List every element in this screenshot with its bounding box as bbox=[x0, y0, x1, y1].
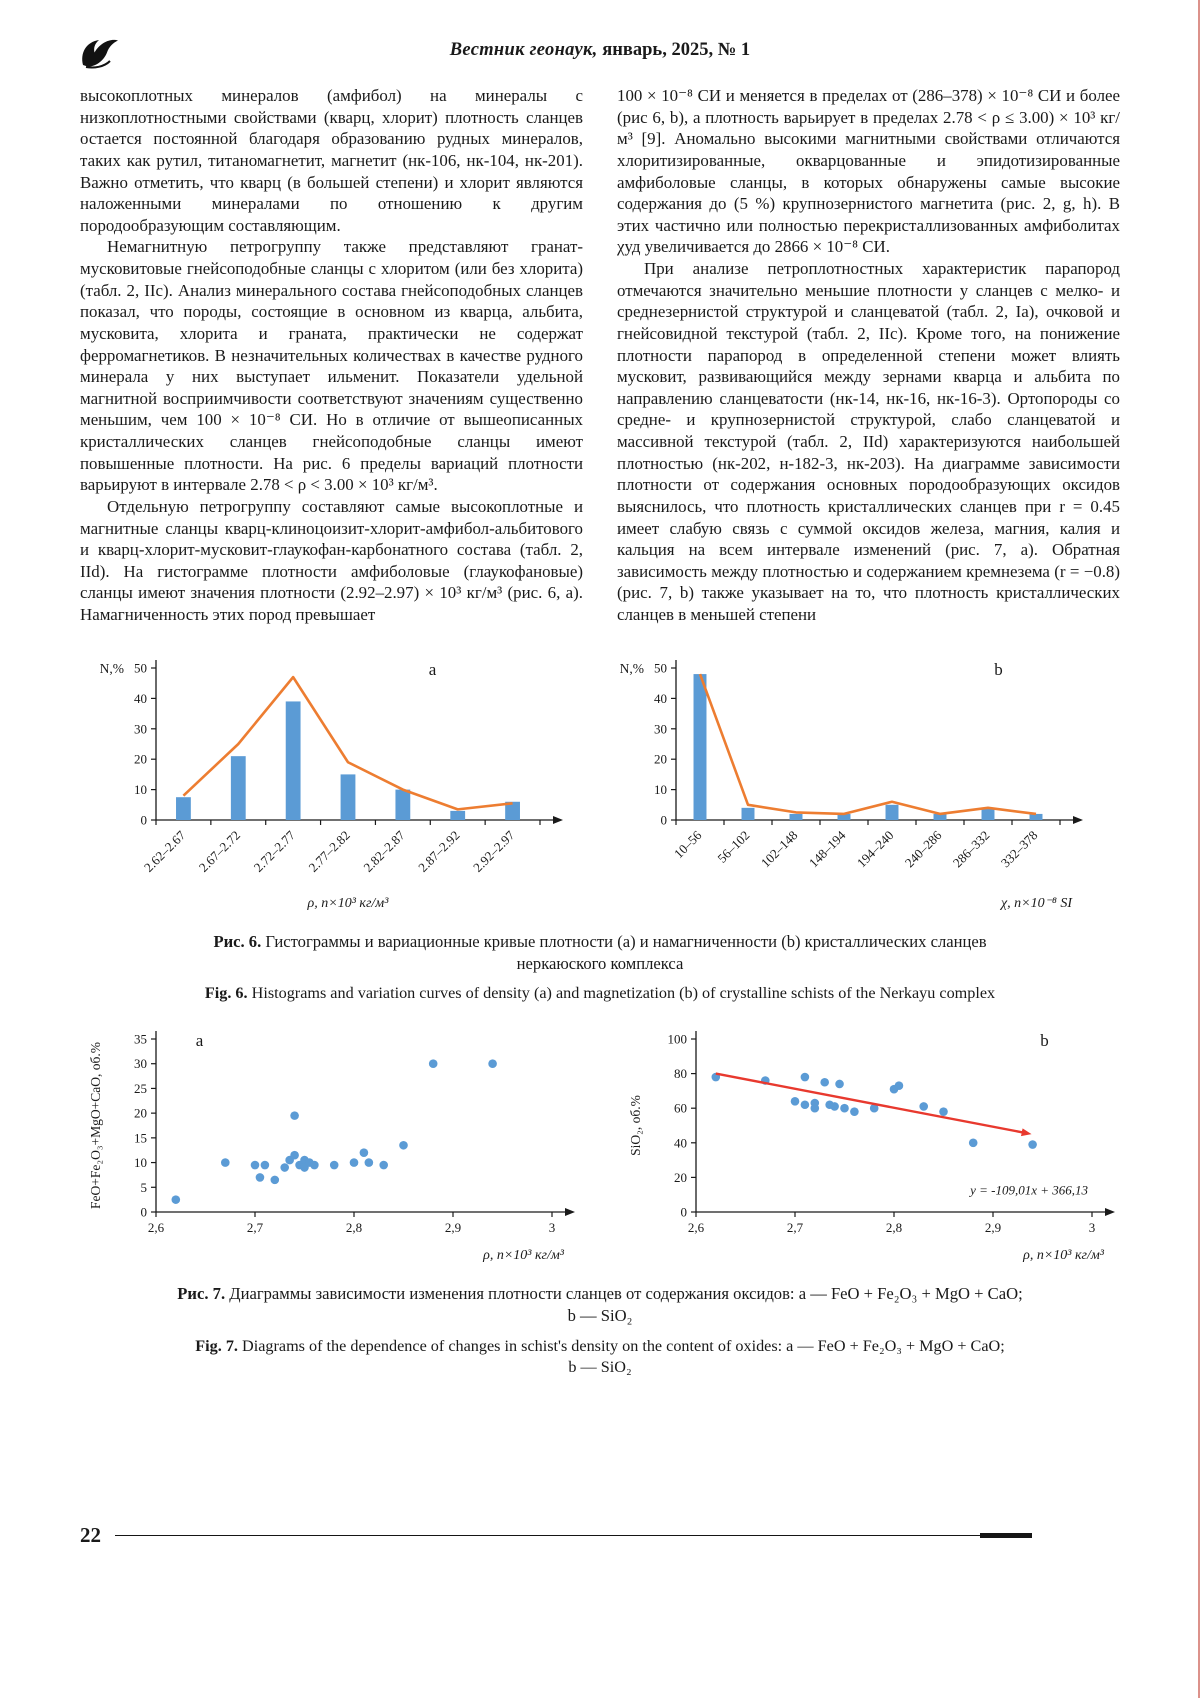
journal-title bbox=[450, 40, 750, 60]
journal-title-script: Вестник геонаук, bbox=[449, 40, 598, 60]
svg-text:50: 50 bbox=[134, 660, 147, 676]
svg-text:2,9: 2,9 bbox=[444, 1219, 462, 1235]
svg-text:100: 100 bbox=[667, 1031, 687, 1047]
fig6b-magnetization-histogram bbox=[620, 646, 1100, 921]
svg-text:332–378: 332–378 bbox=[997, 827, 1041, 870]
svg-text:2,9: 2,9 bbox=[984, 1219, 1002, 1235]
svg-text:2.87–2.92: 2.87–2.92 bbox=[415, 827, 463, 875]
svg-text:80: 80 bbox=[674, 1065, 687, 1081]
svg-text:0: 0 bbox=[140, 1204, 147, 1220]
fig7-caption-ru-label: Рис. 7. bbox=[177, 1283, 226, 1303]
paragraph: 100 × 10⁻⁸ СИ и меняется в пределах от (286–378) × 10⁻⁸ СИ и более (рис 6, b), а плотность варьирует в пределах 2.78 < ρ ≤ 3.00) × 10³ кг/м³ [9]. Аномально высокими магнитными свойствами отличаются хлоритизированные, окварцованные и эпидотизированные амфиболовые сланцы, в которых обнаружены самые высокие содержания до (5 %) крупнозернистого магнетита (рис. 2, g, h). В этих частично или полностью перекристаллизованных амфиболитах χуд увеличивается до 2866 × 10⁻⁸ СИ. bbox=[617, 86, 1120, 257]
svg-text:N,%: N,% bbox=[100, 660, 124, 676]
svg-text:40: 40 bbox=[654, 690, 667, 706]
page-header bbox=[0, 0, 1200, 61]
svg-text:2,8: 2,8 bbox=[885, 1219, 903, 1235]
svg-text:30: 30 bbox=[134, 1055, 147, 1071]
fig6-caption-ru bbox=[95, 931, 1105, 975]
svg-text:a: a bbox=[195, 1030, 204, 1050]
fig6-caption-en-label: Fig. 6. bbox=[204, 984, 248, 1003]
svg-text:40: 40 bbox=[674, 1135, 687, 1151]
figure-7-charts bbox=[0, 1023, 1200, 1273]
svg-text:60: 60 bbox=[674, 1100, 687, 1116]
svg-text:20: 20 bbox=[654, 751, 667, 767]
svg-text:25: 25 bbox=[134, 1080, 147, 1096]
svg-text:10: 10 bbox=[134, 1154, 147, 1170]
paragraph: высокоплотных минералов (амфибол) на минералы с низкоплотностными свойствами (кварц, хлорит) плотность сланцев остается постоянной благодаря образованию рудных минералов, таких как рутил, титаномагнетит, магнетит (нк-106, нк-104, нк-201). Важно отметить, что кварц (в большей степени) и хлорит являются наложенными минералами по отношению к другим породообразующим составляющим. bbox=[80, 86, 583, 235]
svg-text:2.62–2.67: 2.62–2.67 bbox=[140, 827, 189, 875]
svg-text:SiO₂, об.%: SiO₂, об.% bbox=[628, 1094, 643, 1156]
paragraph: При анализе петроплотностных характеристик парапород отмечаются значительно меньшие плотности у сланцев с мелко- и среднезернистой структурой и сланцеватой (табл. 2, Ia), очковой и гнейсовидной текстурой (табл. 2, IIc). Кроме того, на понижение плотности парапород в определенной степени может влиять мусковит, развивающийся между зернами кварца и альбита по направлению сланцеватости (нк-14, нк-16, нк-16-3). Ортопороды со средне- и крупнозернистой структурой, слабо сланцеватой и массивной текстурой (табл. 2, IId) характеризуются наибольшей плотностью (нк-202, н-182-3, нк-203). На диаграмме зависимости плотности от содержания основных породообразующих оксидов выяснилось, что плотность кристаллических сланцев при r = 0.45 имеет слабую связь с суммой оксидов железа, магния, калия и кальция на всем интервале изменений (рис. 7, a). Обратная зависимость между плотностью и содержанием кремнезема (r = −0.8) (рис. 7, b) также указывает на то, что плотность кристаллических сланцев в меньшей степени bbox=[617, 259, 1120, 624]
svg-text:N,%: N,% bbox=[620, 660, 644, 676]
svg-text:2.82–2.87: 2.82–2.87 bbox=[360, 827, 408, 875]
svg-text:2.77–2.82: 2.77–2.82 bbox=[305, 827, 353, 875]
svg-text:2.72–2.77: 2.72–2.77 bbox=[250, 827, 299, 875]
paragraph: Немагнитную петрогруппу также представляют гранат-мусковитовые гнейсоподобные сланцы с хлоритом (или без хлорита) (табл. 2, IIc). Анализ минерального состава гнейсоподобных сланцев показал, что породы, состоящие в основном из кварца, альбита, мусковита, хлорита и граната, практически не содержат ферромагнетиков. В незначительных количествах в качестве рудного минерала у них выступает ильменит. Показатели удельной магнитной восприимчивости соответствуют значениям существенно меньшим, чем 100 × 10⁻⁸ СИ. Но в отличие от вышеописанных кристаллических сланцев гнейсоподобные сланцы имеют повышенные плотности. На рис. 6 пределы вариаций плотности варьируют в интервале 2.78 < ρ < 3.00 × 10³ кг/м³. bbox=[80, 237, 583, 495]
fig7-caption-ru bbox=[95, 1283, 1105, 1327]
svg-text:30: 30 bbox=[654, 720, 667, 736]
svg-text:2,8: 2,8 bbox=[345, 1219, 363, 1235]
svg-text:0: 0 bbox=[680, 1204, 687, 1220]
svg-text:40: 40 bbox=[134, 690, 147, 706]
svg-text:3: 3 bbox=[548, 1219, 556, 1235]
svg-text:FeO+Fe₂O₃+MgO+CaO, об.%: FeO+Fe₂O₃+MgO+CaO, об.% bbox=[88, 1041, 103, 1209]
svg-text:b: b bbox=[1040, 1030, 1049, 1050]
fig7-caption-en-label: Fig. 7. bbox=[195, 1336, 238, 1355]
svg-text:10: 10 bbox=[654, 781, 667, 797]
fig6-caption-ru-label: Рис. 6. bbox=[213, 931, 262, 951]
svg-text:2,6: 2,6 bbox=[147, 1219, 165, 1235]
svg-text:194–240: 194–240 bbox=[853, 827, 897, 870]
svg-text:56–102: 56–102 bbox=[714, 827, 753, 866]
svg-text:2,6: 2,6 bbox=[687, 1219, 705, 1235]
svg-text:2,7: 2,7 bbox=[786, 1219, 804, 1235]
svg-text:30: 30 bbox=[134, 720, 147, 736]
footer-rule bbox=[115, 1535, 980, 1536]
svg-text:286–332: 286–332 bbox=[949, 827, 993, 870]
left-column bbox=[80, 85, 583, 626]
svg-text:a: a bbox=[428, 659, 437, 679]
page-footer bbox=[80, 1523, 1032, 1548]
svg-text:0: 0 bbox=[140, 812, 147, 828]
svg-text:2.67–2.72: 2.67–2.72 bbox=[195, 827, 244, 875]
svg-text:240–286: 240–286 bbox=[901, 827, 945, 870]
svg-text:35: 35 bbox=[134, 1031, 147, 1047]
svg-text:102–148: 102–148 bbox=[757, 827, 801, 870]
svg-text:χ, n×10⁻⁸ SI: χ, n×10⁻⁸ SI bbox=[1000, 895, 1072, 911]
page-number: 22 bbox=[80, 1523, 101, 1547]
svg-text:ρ, n×10³ кг/м³: ρ, n×10³ кг/м³ bbox=[483, 1247, 564, 1263]
svg-text:3: 3 bbox=[1088, 1219, 1096, 1235]
fig7a-oxides-scatter bbox=[80, 1023, 580, 1273]
svg-text:2,7: 2,7 bbox=[246, 1219, 264, 1235]
svg-text:20: 20 bbox=[134, 1105, 147, 1121]
fig7b-sio2-scatter bbox=[620, 1023, 1120, 1273]
fig6-caption-en bbox=[95, 983, 1105, 1004]
journal-logo-icon bbox=[78, 34, 120, 76]
svg-text:ρ, n×10³ кг/м³: ρ, n×10³ кг/м³ bbox=[1023, 1247, 1104, 1263]
svg-text:2.92–2.97: 2.92–2.97 bbox=[470, 827, 518, 875]
article-body bbox=[0, 61, 1200, 626]
fig7-caption-en-text: Diagrams of the dependence of changes in schist's density on the content of oxides: a — FeO + Fe₂O₃ + MgO + CaO; b — SiO₂ bbox=[242, 1336, 1005, 1376]
svg-text:20: 20 bbox=[674, 1169, 687, 1185]
fig6-caption-ru-text: Гистограммы и вариационные кривые плотности (a) и намагниченности (b) кристаллических сланцев неркаюского комплекса bbox=[265, 931, 987, 973]
svg-text:0: 0 bbox=[660, 812, 667, 828]
journal-title-issue: январь, 2025, № 1 bbox=[602, 40, 751, 60]
svg-text:50: 50 bbox=[654, 660, 667, 676]
figure-6-charts bbox=[0, 646, 1200, 921]
fig6a-density-histogram bbox=[100, 646, 580, 921]
fig7-caption-en bbox=[95, 1336, 1105, 1379]
footer-end-block bbox=[980, 1533, 1032, 1538]
svg-text:10: 10 bbox=[134, 781, 147, 797]
svg-text:148–194: 148–194 bbox=[805, 827, 849, 870]
paragraph: Отдельную петрогруппу составляют самые высокоплотные и магнитные сланцы кварц-клиноцоизит-хлорит-амфибол-альбитового и кварц-хлорит-мусковит-глаукофан-карбонатного состава (табл. 2, IId). На гистограмме плотности амфиболовые (глаукофановые) сланцы имеют значения плотности (2.92–2.97) × 10³ кг/м³ (рис. 6, a). Намагниченность этих пород превышает bbox=[80, 496, 583, 624]
svg-text:5: 5 bbox=[140, 1179, 147, 1195]
svg-text:15: 15 bbox=[134, 1130, 147, 1146]
svg-text:20: 20 bbox=[134, 751, 147, 767]
svg-text:ρ, n×10³ кг/м³: ρ, n×10³ кг/м³ bbox=[307, 895, 389, 911]
fig7-caption-ru-text: Диаграммы зависимости изменения плотности сланцев от содержания оксидов: a — FeO + Fe₂O₃ + MgO + CaO; b — SiO₂ bbox=[229, 1283, 1023, 1325]
fig6-caption-en-text: Histograms and variation curves of density (a) and magnetization (b) of crystalline schists of the Nerkayu complex bbox=[251, 984, 996, 1003]
svg-text:10–56: 10–56 bbox=[670, 827, 705, 861]
right-column bbox=[617, 85, 1120, 626]
svg-text:y = -109,01x + 366,13: y = -109,01x + 366,13 bbox=[970, 1182, 1088, 1198]
svg-text:b: b bbox=[994, 659, 1003, 679]
